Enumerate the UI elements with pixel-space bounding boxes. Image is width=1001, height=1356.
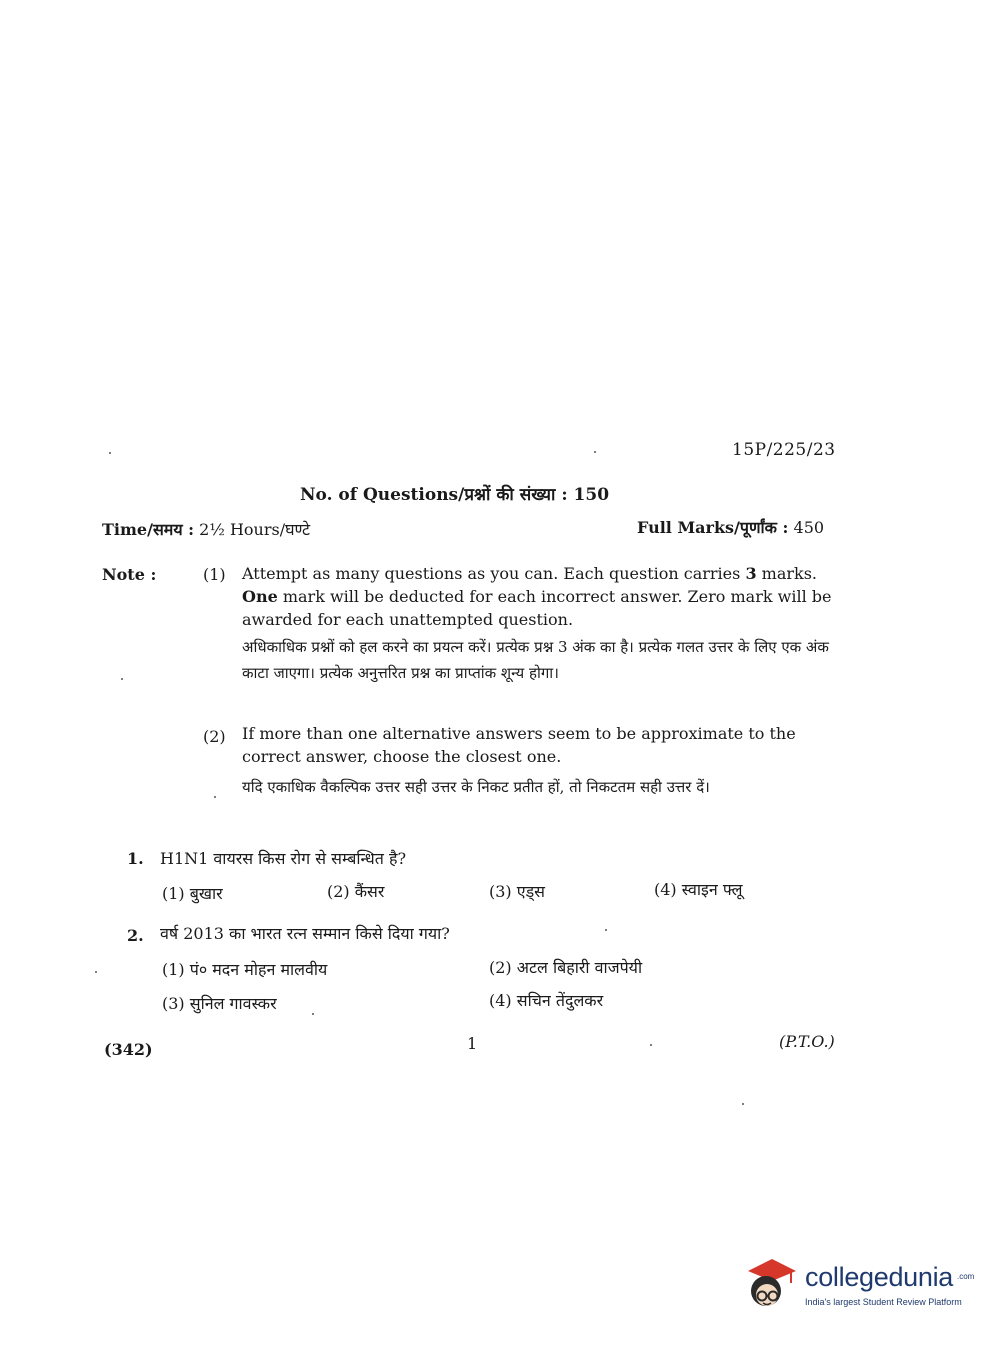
scan-speck xyxy=(312,1013,314,1015)
marks-label: Full Marks/पूर्णांक : xyxy=(637,518,789,537)
question-count: No. of Questions/प्रश्नों की संख्या : 150 xyxy=(300,485,610,505)
brand-dotcom: .com xyxy=(957,1272,975,1281)
scan-speck xyxy=(121,678,123,680)
question-2-text: वर्ष 2013 का भारत रत्न सम्मान किसे दिया गया? xyxy=(160,924,450,943)
scan-speck xyxy=(95,971,97,973)
note-item-1-english xyxy=(242,562,840,631)
question-1-option-1: (1) बुखार xyxy=(162,884,223,903)
time-label: Time/समय : xyxy=(102,520,195,539)
marks-line xyxy=(637,516,824,538)
question-1-text: H1N1 वायरस किस रोग से सम्बन्धित है? xyxy=(160,849,407,868)
scan-speck xyxy=(605,929,607,931)
note-item-1-one: One xyxy=(242,587,278,606)
question-2-number: 2. xyxy=(127,926,144,945)
scan-speck xyxy=(650,1044,652,1046)
question-1-option-2: (2) कैंसर xyxy=(327,882,385,901)
note-item-1-text-a: Attempt as many questions as you can. Each question carries xyxy=(242,564,746,583)
note-item-1-number: (1) xyxy=(203,565,226,584)
brand-name: collegedunia xyxy=(805,1262,954,1292)
question-2-option-2: (2) अटल बिहारी वाजपेयी xyxy=(489,958,643,977)
question-1-option-3: (3) एड्स xyxy=(489,882,545,901)
question-1-number: 1. xyxy=(127,849,144,868)
brand-tagline: India's largest Student Review Platform xyxy=(805,1297,962,1307)
question-2-option-1: (1) पं० मदन मोहन मालवीय xyxy=(162,960,328,979)
question-1-option-4: (4) स्वाइन फ्लू xyxy=(654,880,743,899)
note-item-2-hindi: यदि एकाधिक वैकल्पिक उत्तर सही उत्तर के निकट प्रतीत हों, तो निकटतम सही उत्तर दें। xyxy=(242,778,710,796)
note-item-2-number: (2) xyxy=(203,727,226,746)
scan-speck xyxy=(742,1103,744,1105)
question-2-option-4: (4) सचिन तेंदुलकर xyxy=(489,991,604,1010)
scan-speck xyxy=(109,452,111,454)
note-label: Note : xyxy=(102,565,157,584)
note-item-1-text-c: mark will be deducted for each incorrect answer. Zero mark will be awarded for each unattempted question. xyxy=(242,587,832,629)
note-item-1-hindi: अधिकाधिक प्रश्नों को हल करने का प्रयत्न करें। प्रत्येक प्रश्न 3 अंक का है। प्रत्येक गलत उत्तर के लिए एक अंक काटा जाएगा। प्रत्येक अनुत्तरित प्रश्न का प्राप्तांक शून्य होगा। xyxy=(242,638,829,682)
note-item-1-marks: 3 xyxy=(745,564,757,583)
page-number: 1 xyxy=(467,1034,478,1053)
question-2-option-3: (3) सुनिल गावस्कर xyxy=(162,994,277,1013)
please-turn-over: (P.T.O.) xyxy=(779,1032,835,1051)
paper-code: 15P/225/23 xyxy=(732,440,836,460)
note-item-1-text-b: marks. xyxy=(756,564,818,583)
paper-serial-code: (342) xyxy=(104,1040,153,1059)
scan-speck xyxy=(214,796,216,798)
time-line xyxy=(102,518,310,540)
marks-value: 450 xyxy=(793,518,825,537)
note-item-2-english: If more than one alternative answers seem to be approximate to the correct answer, choose the closest one. xyxy=(242,724,796,766)
time-value: 2½ Hours/घण्टे xyxy=(199,520,311,539)
student-mascot-icon xyxy=(742,1255,802,1315)
scan-speck xyxy=(594,451,596,453)
